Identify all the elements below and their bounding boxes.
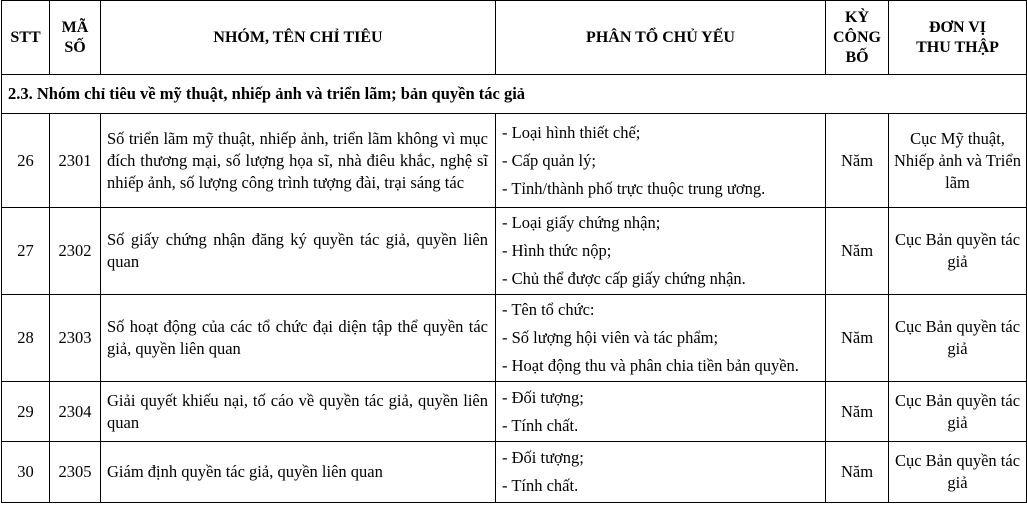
breakdown-item: - Cấp quản lý; [502,150,596,170]
row-breakdown [496,114,826,208]
breakdown-item: - Tỉnh/thành phố trực thuộc trung ương. [502,178,766,198]
row-period: Năm [826,382,889,442]
row-breakdown [496,208,826,295]
row-unit: Cục Bản quyền tác giả [889,295,1027,382]
row-unit: Cục Mỹ thuật, Nhiếp ảnh và Triển lãm [889,114,1027,208]
header-name: NHÓM, TÊN CHỈ TIÊU [101,1,496,75]
row-breakdown [496,382,826,442]
breakdown-item: - Tính chất. [502,415,579,435]
row-code: 2303 [50,295,101,382]
indicator-table [1,0,1027,503]
row-code: 2301 [50,114,101,208]
header-code: MÃ SỐ [50,1,101,75]
row-name: Số triển lãm mỹ thuật, nhiếp ảnh, triển lãm không vì mục đích thương mại, số lượng họa sĩ, nhà điêu khắc, nghệ sĩ nhiếp ảnh, số lượng công trình tượng đài, trại sáng tác [101,114,496,208]
row-stt: 28 [2,295,50,382]
breakdown-item: - Số lượng hội viên và tác phẩm; [502,328,719,347]
row-period: Năm [826,114,889,208]
breakdown-item: - Tên tổ chức: [502,300,595,319]
row-breakdown [496,295,826,382]
row-name: Số hoạt động của các tổ chức đại diện tập thể quyền tác giả, quyền liên quan [101,295,496,382]
row-name: Giám định quyền tác giả, quyền liên quan [101,442,496,503]
breakdown-item: - Hoạt động thu và phân chia tiền bản quyền. [502,356,799,375]
table-row [2,442,1027,503]
header-row [2,1,1027,75]
header-breakdown: PHÂN TỔ CHỦ YẾU [496,1,826,75]
row-stt: 26 [2,114,50,208]
table-row [2,114,1027,208]
row-stt: 29 [2,382,50,442]
row-code: 2302 [50,208,101,295]
header-period: KỲ CÔNG BỐ [826,1,889,75]
row-period: Năm [826,208,889,295]
table-row [2,382,1027,442]
breakdown-item: - Hình thức nộp; [502,241,612,260]
row-name: Giải quyết khiếu nại, tố cáo về quyền tác giả, quyền liên quan [101,382,496,442]
breakdown-item: - Chủ thể được cấp giấy chứng nhận. [502,269,746,288]
breakdown-item: - Đối tượng; [502,387,584,407]
header-stt: STT [2,1,50,75]
breakdown-item: - Tính chất. [502,476,579,495]
section-title: 2.3. Nhóm chỉ tiêu về mỹ thuật, nhiếp ảnh và triển lãm; bản quyền tác giả [2,75,1027,114]
row-unit: Cục Bản quyền tác giả [889,442,1027,503]
breakdown-item: - Đối tượng; [502,448,584,467]
table-row [2,208,1027,295]
row-period: Năm [826,295,889,382]
row-code: 2305 [50,442,101,503]
header-unit: ĐƠN VỊ THU THẬP [889,1,1027,75]
row-code: 2304 [50,382,101,442]
breakdown-item: - Loại giấy chứng nhận; [502,213,661,232]
row-period: Năm [826,442,889,503]
section-row [2,75,1027,114]
row-unit: Cục Bản quyền tác giả [889,208,1027,295]
row-name: Số giấy chứng nhận đăng ký quyền tác giả, quyền liên quan [101,208,496,295]
table-row [2,295,1027,382]
breakdown-item: - Loại hình thiết chế; [502,122,641,142]
row-stt: 30 [2,442,50,503]
row-breakdown [496,442,826,503]
row-stt: 27 [2,208,50,295]
row-unit: Cục Bản quyền tác giả [889,382,1027,442]
